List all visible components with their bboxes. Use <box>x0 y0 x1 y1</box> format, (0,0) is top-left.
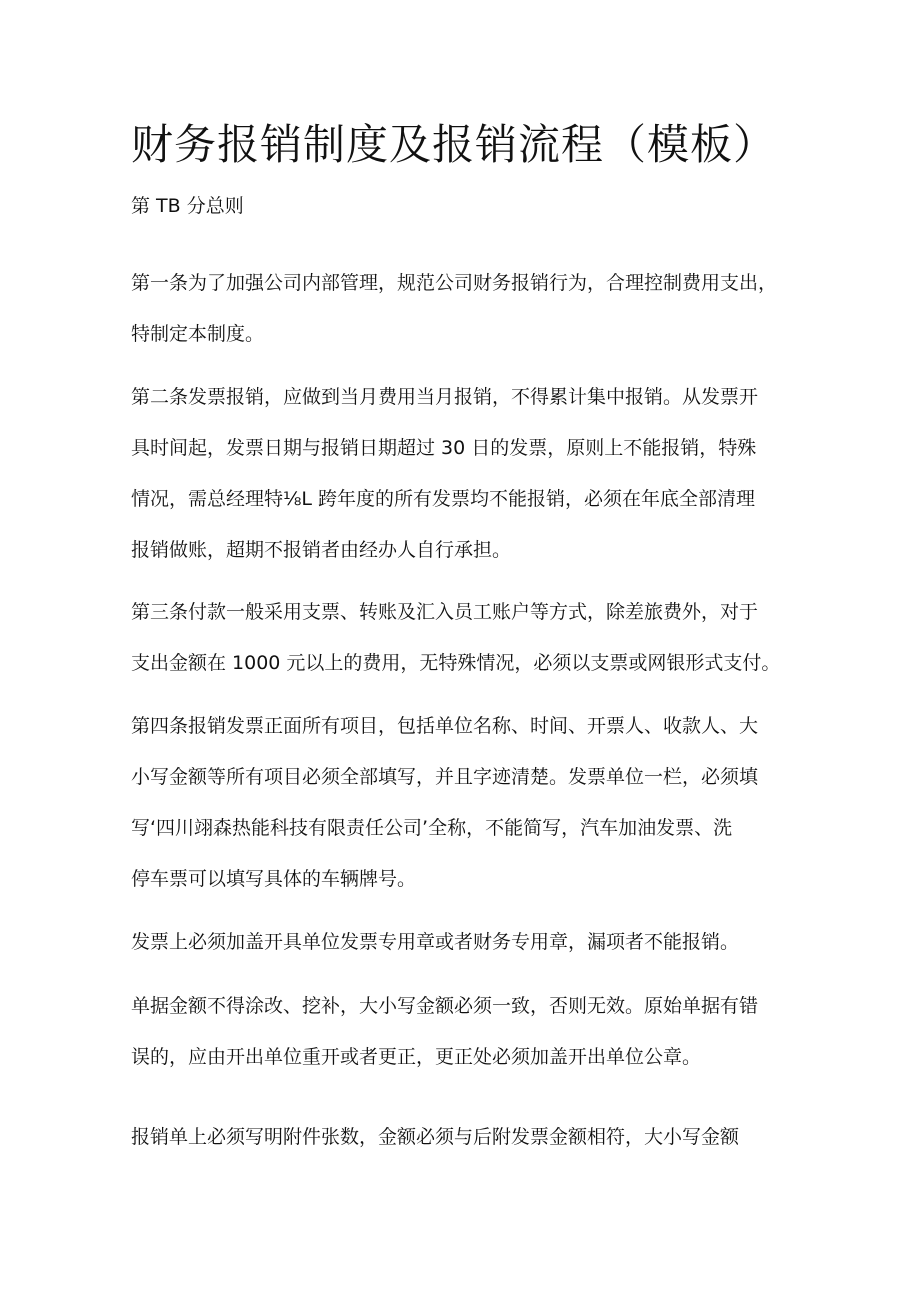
paragraph-attachment-count <box>131 1112 793 1163</box>
paragraph-line: 报销单上必须写明附件张数，金额必须与后附发票金额相符，大小写金额 <box>131 1126 740 1148</box>
paragraph-line: 报销做账，超期不报销者由经办人自行承担。 <box>131 539 512 561</box>
paragraph-line: 具时间起，发票日期与报销日期超过 30 日的发票，原则上不能报销，特殊 <box>131 437 757 459</box>
paragraph-article-2 <box>131 372 793 576</box>
paragraph-line: 第四条报销发票正面所有项目，包括单位名称、时间、开票人、收款人、大 <box>131 715 759 737</box>
paragraph-line: 第三条付款一般采用支票、转账及汇入员工账户等方式，除差旅费外，对于 <box>131 601 759 623</box>
paragraph-article-1 <box>131 258 793 360</box>
paragraph-line: 停车票可以填写具体的车辆牌号。 <box>131 868 417 890</box>
paragraph-receipt-amount <box>131 981 793 1083</box>
section-heading: 第 TB 分总则 <box>131 195 244 217</box>
paragraph-line: 支出金额在 1000 元以上的费用，无特殊情况，必须以支票或网银形式支付。 <box>131 652 781 674</box>
paragraph-line: 单据金额不得涂改、挖补，大小写金额必须一致，否则无效。原始单据有错 <box>131 995 759 1017</box>
paragraph-line: 特制定本制度。 <box>131 323 265 345</box>
paragraph-line: 第二条发票报销，应做到当月费用当月报销，不得累计集中报销。从发票开 <box>131 386 759 408</box>
paragraph-article-3 <box>131 587 793 689</box>
paragraph-invoice-seal <box>131 917 793 968</box>
paragraph-line: 第一条为了加强公司内部管理，规范公司财务报销行为，合理控制费用支出， <box>131 272 778 294</box>
paragraph-line: 情况，需总经理特⅛L 跨年度的所有发票均不能报销，必须在年底全部清理 <box>131 488 756 510</box>
paragraph-line: 写‘四川翊森热能科技有限责任公司’全称，不能简写，汽车加油发票、洗 <box>131 817 733 839</box>
paragraph-article-4 <box>131 701 793 905</box>
document-title: 财务报销制度及报销流程（模板） <box>131 120 777 169</box>
paragraph-line: 误的，应由开出单位重开或者更正，更正处必须加盖开出单位公章。 <box>131 1046 702 1068</box>
paragraph-line: 小写金额等所有项目必须全部填写，并且字迹清楚。发票单位一栏，必须填 <box>131 766 759 788</box>
paragraph-line: 发票上必须加盖开具单位发票专用章或者财务专用章，漏项者不能报销。 <box>131 931 740 953</box>
